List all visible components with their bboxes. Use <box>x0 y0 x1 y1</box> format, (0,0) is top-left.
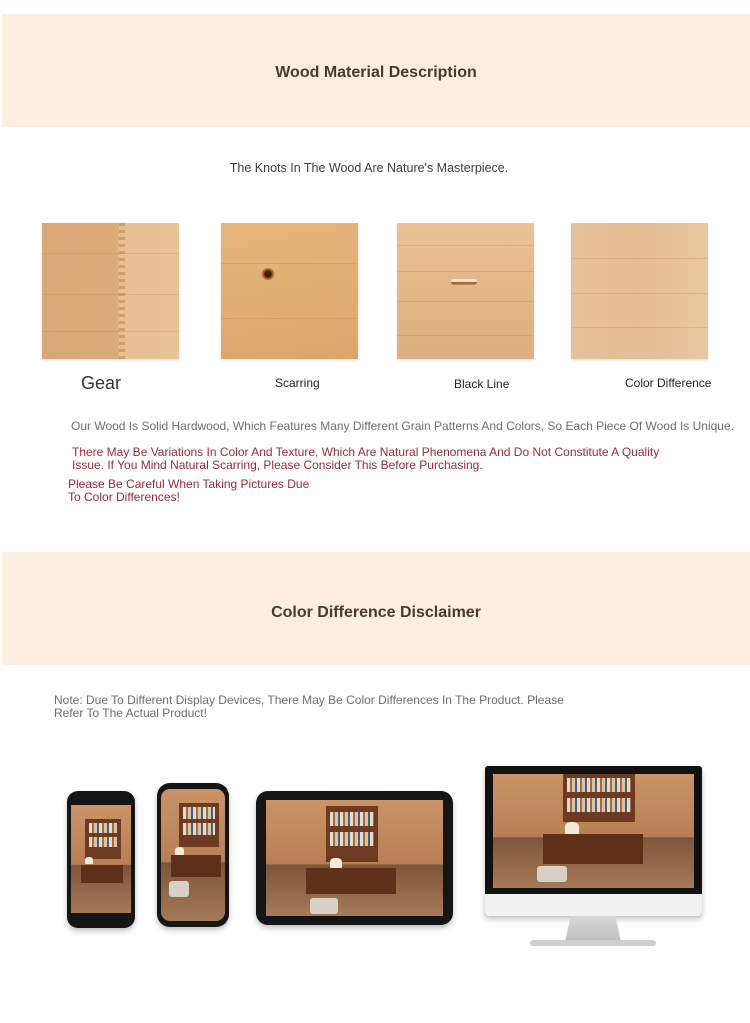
desktop-monitor-icon <box>485 766 702 916</box>
knot-mark <box>261 268 275 280</box>
photo-warning-line-2: To Color Differences! <box>68 490 180 504</box>
gear-caption: Gear <box>81 373 122 393</box>
variation-warning-line-1: There May Be Variations In Color And Texture, Which Are Natural Phenomena And Do Not Constitute A Quality <box>72 445 660 459</box>
monitor-base <box>530 940 656 946</box>
color-note-line-1: Note: Due To Different Display Devices, There May Be Color Differences In The Product. Please <box>54 693 564 707</box>
color-header-band <box>2 552 750 665</box>
black-line-mark <box>451 279 477 285</box>
scarring-caption: Scarring <box>275 376 320 390</box>
wood-header-band <box>2 14 750 127</box>
monitor-stand <box>565 916 621 942</box>
color-section-title: Color Difference Disclaimer <box>271 604 481 621</box>
black-line-wood-sample <box>397 223 534 359</box>
gear-wood-sample <box>42 223 179 359</box>
black-line-caption: Black Line <box>454 377 510 391</box>
color-difference-wood-sample <box>571 223 708 359</box>
wood-section-title: Wood Material Description <box>275 64 477 81</box>
smartphone-icon <box>157 783 229 927</box>
photo-warning-line-1: Please Be Careful When Taking Pictures Due <box>68 477 310 491</box>
scarring-wood-sample <box>221 223 358 359</box>
variation-warning-line-2: Issue. If You Mind Natural Scarring, Please Consider This Before Purchasing. <box>72 458 483 472</box>
wood-subtitle: The Knots In The Wood Are Nature's Masterpiece. <box>229 161 509 175</box>
color-note-line-2: Refer To The Actual Product! <box>54 706 207 720</box>
color-difference-caption: Color Difference <box>625 376 712 390</box>
phone-icon <box>67 791 135 928</box>
tablet-icon <box>256 791 453 925</box>
wood-description: Our Wood Is Solid Hardwood, Which Features Many Different Grain Patterns And Colors, So Each Piece Of Wood Is Unique. <box>71 419 734 433</box>
